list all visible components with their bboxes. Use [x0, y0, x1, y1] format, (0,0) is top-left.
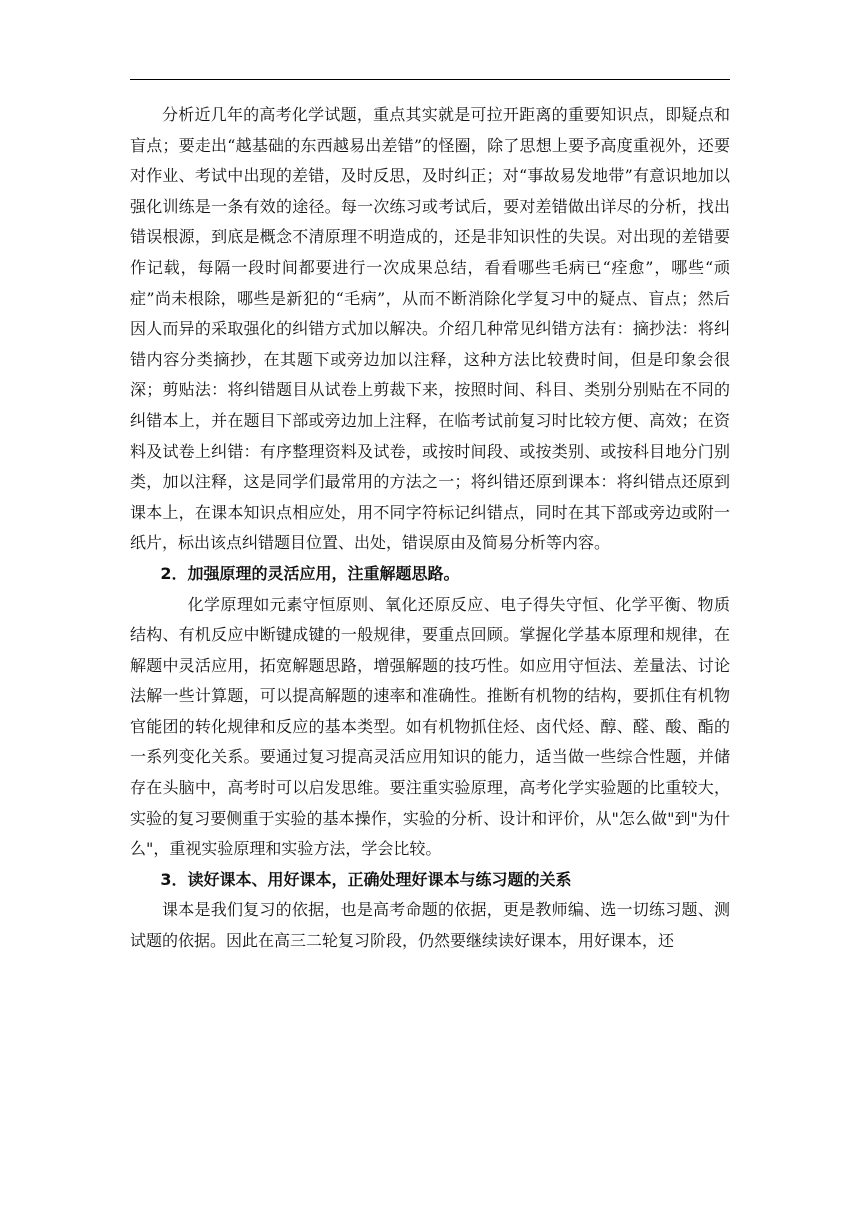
paragraph-chemistry-principles: 化学原理如元素守恒原则、氧化还原反应、电子得失守恒、化学平衡、物质结构、有机反应中断键成键的一般规律，要重点回顾。掌握化学基本原理和规律，在解题中灵活应用，拓宽解题思路，增强解题的技巧性。如应用守恒法、差量法、讨论法解一些计算题，可以提高解题的速率和准确性。推断有机物的结构，要抓住有机物官能团的转化规律和反应的基本类型。如有机物抓住烃、卤代烃、醇、醛、酸、酯的一系列变化关系。要通过复习提高灵活应用知识的能力，适当做一些综合性题，并储存在头脑中，高考时可以启发思维。要注重实验原理，高考化学实验题的比重较大，实验的复习要侧重于实验的基本操作，实验的分析、设计和评价，从"怎么做"到"为什么"，重视实验原理和实验方法，学会比较。 — [130, 594, 730, 859]
section-heading-3: 3．读好课本、用好课本，正确处理好课本与练习题的关系 — [160, 869, 572, 889]
paragraph-textbook: 课本是我们复习的依据，也是高考命题的依据，更是教师编、选一切练习题、测试题的依据。因此在高三二轮复习阶段，仍然要继续读好课本，用好课本，还 — [130, 900, 730, 951]
paragraph-error-correction: 分析近几年的高考化学试题，重点其实就是可拉开距离的重要知识点，即疑点和盲点；要走出“越基础的东西越易出差错”的怪圈，除了思想上要予高度重视外，还要对作业、考试中出现的差错，及时反思，及时纠正；对“事故易发地带”有意识地加以强化训练是一条有效的途径。每一次练习或考试后，要对差错做出详尽的分析，找出错误根源，到底是概念不清原理不明造成的，还是非知识性的失误。对出现的差错要作记载，每隔一段时间都要进行一次成果总结，看看哪些毛病已“痊愈”，哪些“顽症”尚未根除，哪些是新犯的“毛病”，从而不断消除化学复习中的疑点、盲点；然后因人而异的采取强化的纠错方式加以解决。介绍几种常见纠错方法有：摘抄法：将纠错内容分类摘抄，在其题下或旁边加以注释，这种方法比较费时间，但是印象会很深；剪贴法：将纠错题目从试卷上剪裁下来，按照时间、科目、类别分别贴在不同的纠错本上，并在题目下部或旁边加上注释，在临考试前复习时比较方便、高效；在资料及试卷上纠错：有序整理资料及试卷，或按时间段、或按类别、或按科目地分门别类，加以注释，这是同学们最常用的方法之一；将纠错还原到课本：将纠错点还原到课本上，在课本知识点相应处，用不同字符标记纠错点，同时在其下部或旁边或附一纸片，标出该点纠错题目位置、出处，错误原由及简易分析等内容。 — [130, 105, 730, 553]
section-heading-2: 2．加强原理的灵活应用，注重解题思路。 — [160, 563, 460, 583]
document-body — [130, 100, 730, 957]
header-rule — [130, 79, 730, 80]
